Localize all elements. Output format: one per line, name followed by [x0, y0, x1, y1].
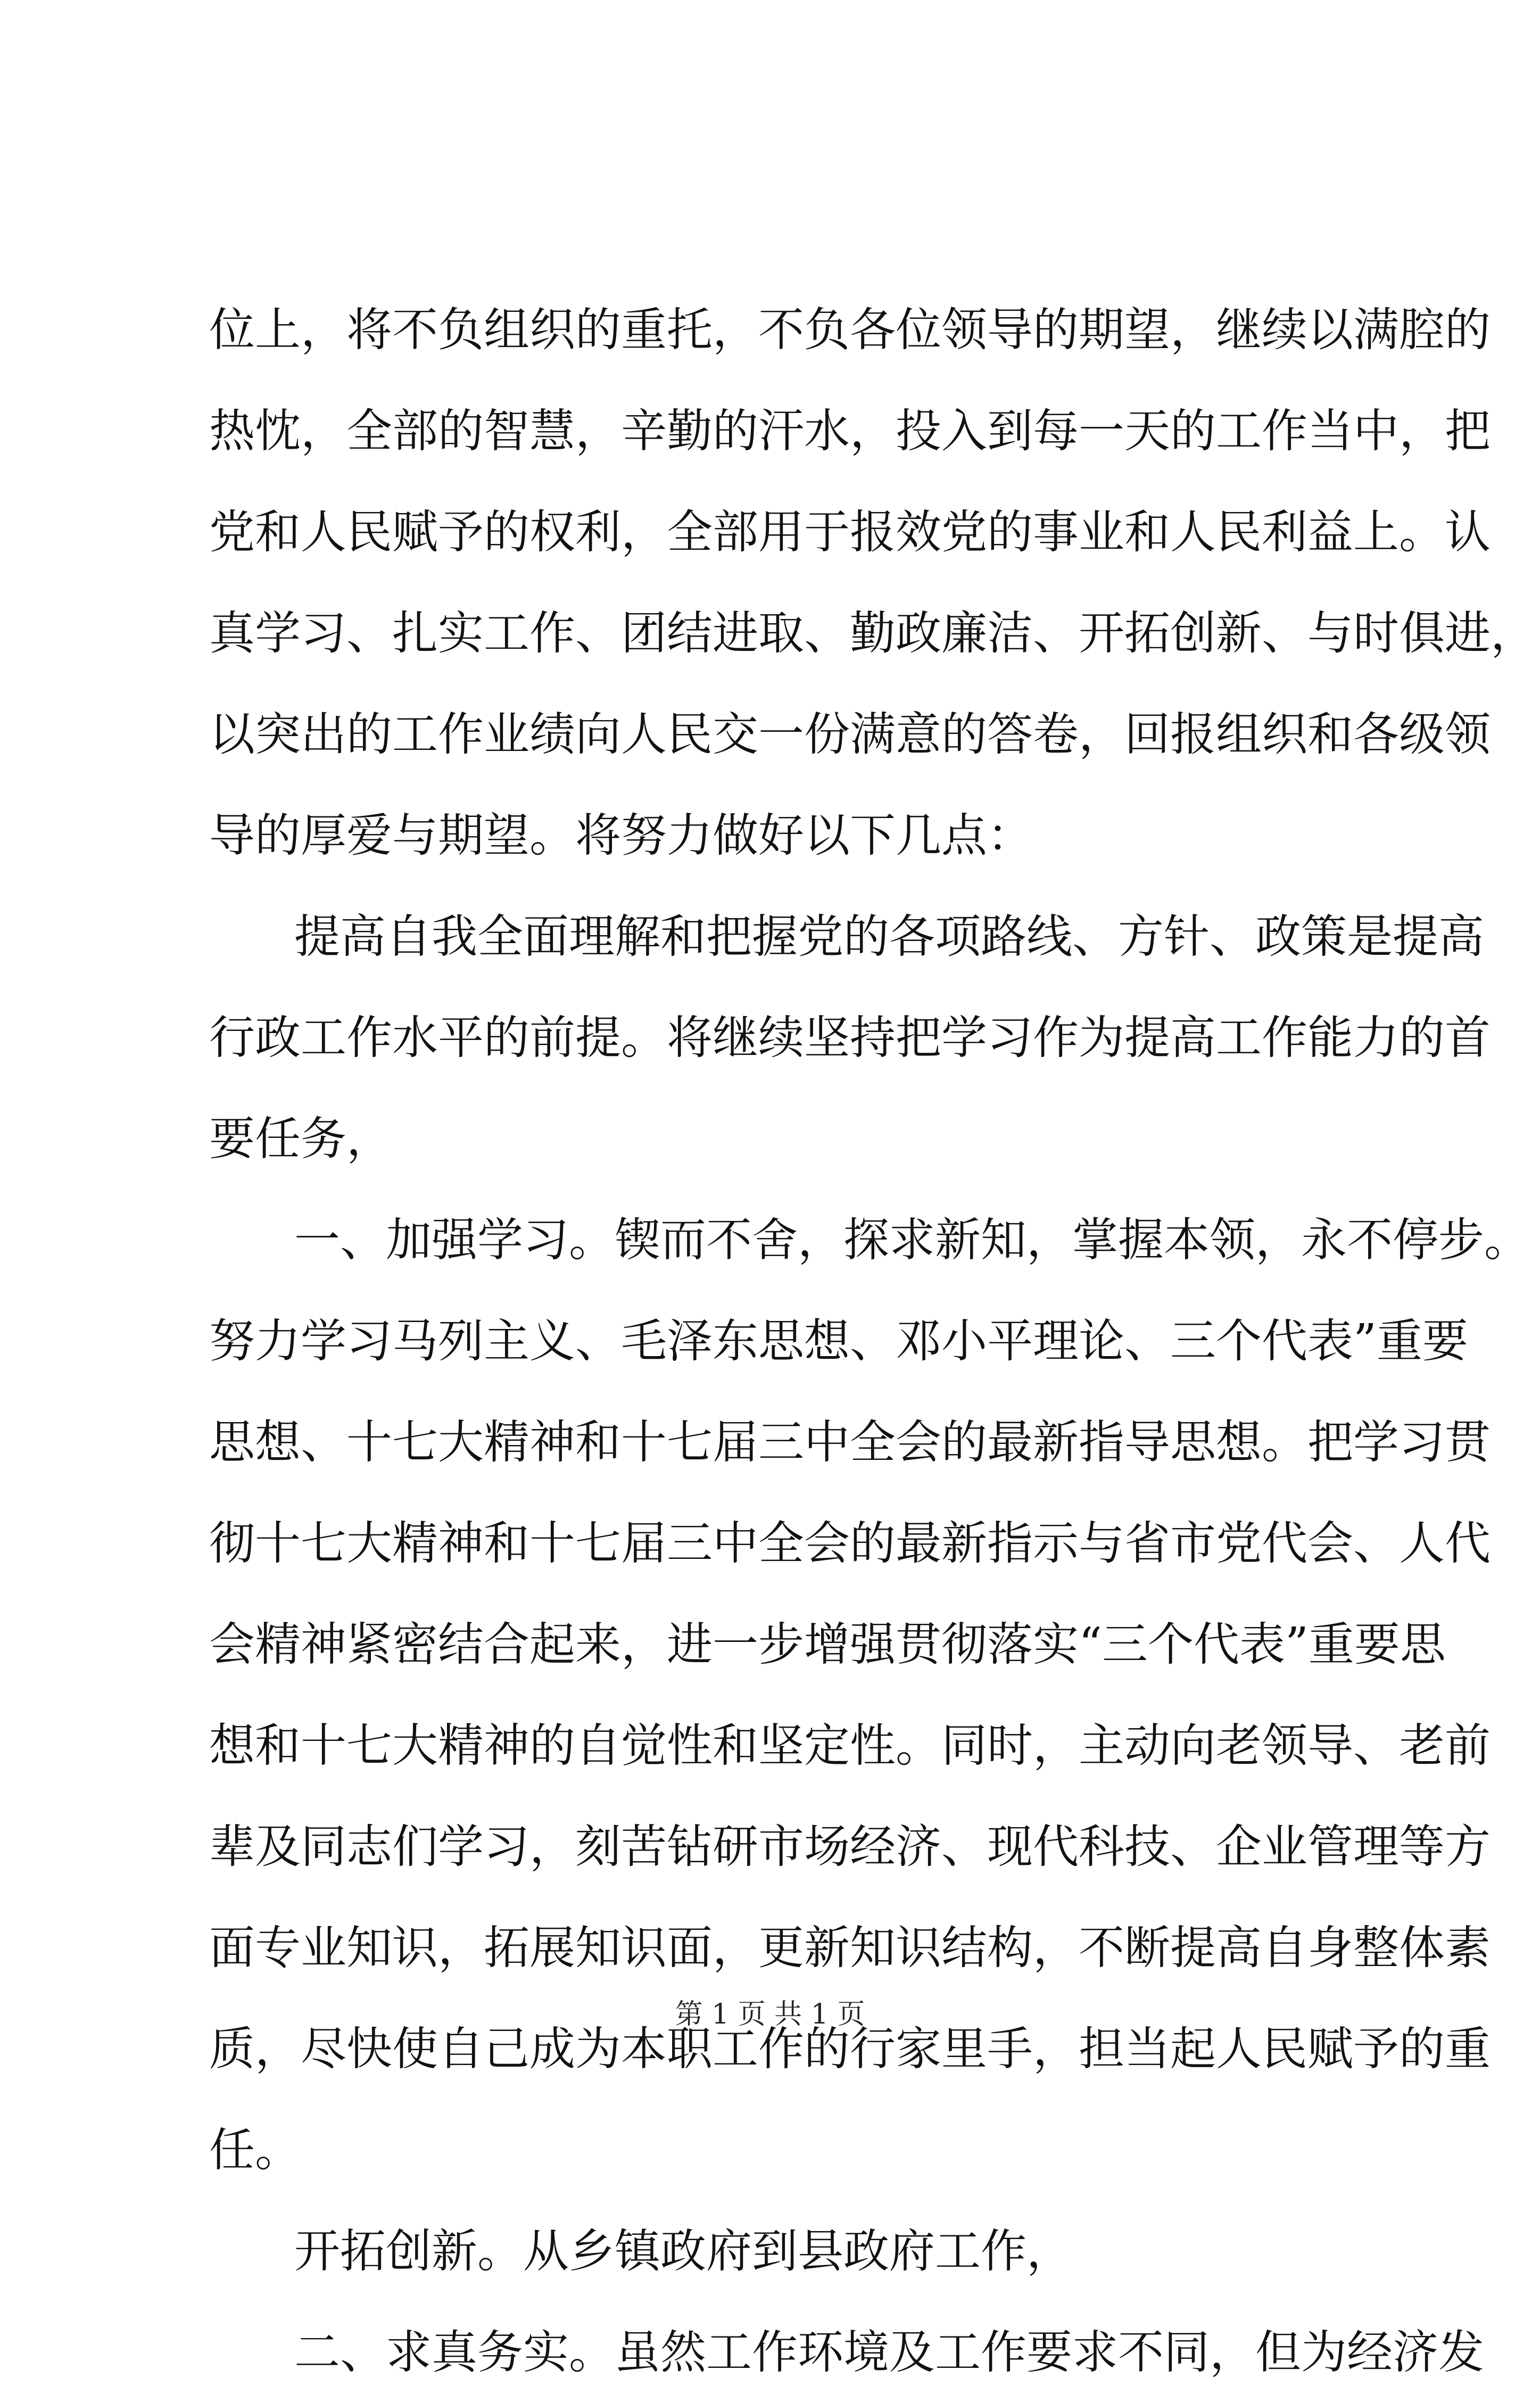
text-line: 导的厚爱与期望。将努力做好以下几点： — [209, 809, 1033, 862]
text-line: 任。 — [209, 2124, 301, 2177]
text-line: 党和人民赋予的权利，全部用于报效党的事业和人民利益上。认 — [209, 506, 1491, 559]
text-line: 面专业知识，拓展知识面，更新知识结构，不断提高自身整体素 — [209, 1921, 1491, 1975]
text-line: 想和十七大精神的自觉性和坚定性。同时，主动向老领导、老前 — [209, 1719, 1491, 1772]
text-line: 热忱，全部的智慧，辛勤的汗水，投入到每一天的工作当中，把 — [209, 404, 1491, 458]
text-line: 真学习、扎实工作、团结进取、勤政廉洁、开拓创新、与时俱进， — [209, 607, 1536, 660]
text-line: 位上，将不负组织的重托，不负各位领导的期望，继续以满腔的 — [209, 303, 1491, 357]
text-line: 努力学习马列主义、毛泽东思想、邓小平理论、三个代表”重要 — [209, 1315, 1468, 1368]
page-footer — [0, 1993, 1540, 2036]
text-line: 辈及同志们学习，刻苦钻研市场经济、现代科技、企业管理等方 — [209, 1820, 1491, 1873]
document-body — [209, 279, 1536, 2403]
paragraph-first-line: 开拓创新。从乡镇政府到县政府工作， — [294, 2225, 1072, 2278]
text-line: 会精神紧密结合起来，进一步增强贯彻落实“三个代表”重要思 — [209, 1618, 1446, 1671]
page-number-label: 第 1 页 共 1 页 — [675, 1999, 865, 2030]
text-line: 思想、十七大精神和十七届三中全会的最新指导思想。把学习贯 — [209, 1416, 1491, 1469]
text-line: 要任务， — [209, 1112, 392, 1166]
text-line: 行政工作水平的前提。将继续坚持把学习作为提高工作能力的首 — [209, 1011, 1491, 1064]
text-line: 彻十七大精神和十七届三中全会的最新指示与省市党代会、人代 — [209, 1517, 1491, 1570]
paragraph-first-line: 提高自我全面理解和把握党的各项路线、方针、政策是提高 — [294, 910, 1484, 963]
text-line: 以突出的工作业绩向人民交一份满意的答卷，回报组织和各级领 — [209, 708, 1491, 761]
paragraph-first-line: 二、求真务实。虽然工作环境及工作要求不同，但为经济发 — [294, 2326, 1484, 2379]
text-line: 质，尽快使自己成为本职工作的行家里手，担当起人民赋予的重 — [209, 2022, 1491, 2076]
paragraph-first-line: 一、加强学习。锲而不舍，探求新知，掌握本领，永不停步。 — [294, 1213, 1530, 1267]
